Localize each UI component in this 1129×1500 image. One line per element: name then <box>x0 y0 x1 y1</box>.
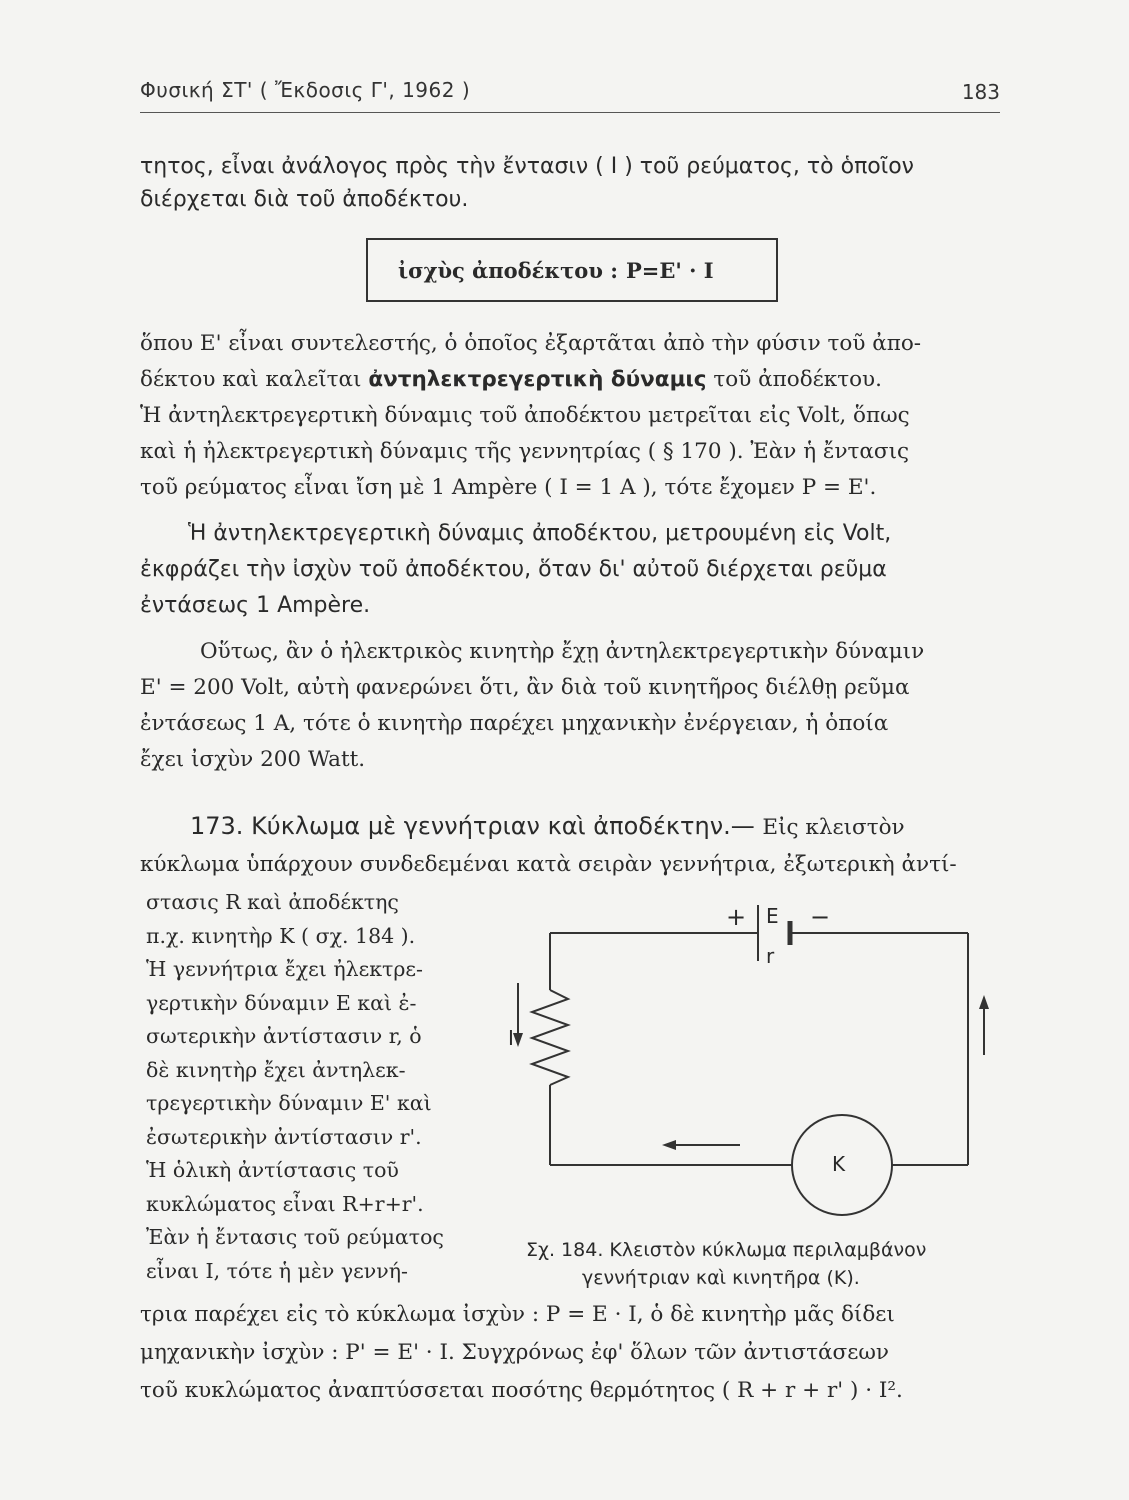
paragraph-4 <box>140 634 1000 778</box>
text-line: σωτερικὴν ἀντίστασιν r, ὁ <box>146 1024 422 1048</box>
closing-paragraph <box>140 1296 1000 1410</box>
text-line: π.χ. κινητὴρ K ( σχ. 184 ). <box>146 923 416 948</box>
text-line: διέρχεται διὰ τοῦ ἀποδέκτου. <box>140 187 469 212</box>
text-line: Ἡ ἀντηλεκτρεγερτικὴ δύναμις τοῦ ἀποδέκτου μετρεῖται εἰς Volt, ὅπως <box>140 403 910 428</box>
section-title: 173. Κύκλωμα μὲ γεννήτριαν καὶ ἀποδέκτην.— <box>190 812 755 840</box>
text-line: δὲ κινητὴρ ἔχει ἀντηλεκ- <box>146 1057 406 1082</box>
minus-sign: − <box>810 903 831 931</box>
text-line: ὅπου E' εἶναι συντελεστής, ὁ ὁποῖος ἐξαρτᾶται ἀπὸ τὴν φύσιν τοῦ ἀπο- <box>140 331 922 356</box>
text-line: ἐκφράζει τὴν ἰσχὺν τοῦ ἀποδέκτου, ὅταν δι' αὐτοῦ διέρχεται ρεῦμα <box>140 557 887 582</box>
text-line: Ἐὰν ἡ ἔντασις τοῦ ρεύματος <box>146 1225 444 1249</box>
paragraph-1 <box>140 150 1000 216</box>
text-line: E' = 200 Volt, αὐτὴ φανερώνει ὅτι, ἂν διὰ τοῦ κινητῆρος διέλθῃ ρεῦμα <box>140 675 910 700</box>
arrow-down-icon <box>513 1033 523 1047</box>
paragraph-3-emphasis <box>140 516 1000 624</box>
side-column <box>146 886 486 1288</box>
text-line: εἶναι I, τότε ἡ μὲν γεννή- <box>146 1258 408 1283</box>
formula-box <box>366 238 778 302</box>
text-line: μηχανικὴν ἰσχὺν : P' = E' · I. Συγχρόνως ἐφ' ὅλων τῶν ἀντιστάσεων <box>140 1340 889 1365</box>
formula-label: ἰσχὺς ἀποδέκτου : <box>398 258 618 283</box>
text-span: Εἰς κλειστὸν <box>762 815 905 840</box>
label-K: K <box>832 1152 846 1176</box>
text-line: ἔχει ἰσχὺν 200 Watt. <box>140 747 366 772</box>
text-line: γερτικὴν δύναμιν E καὶ ἐ- <box>146 990 417 1015</box>
figure-caption <box>526 1236 996 1292</box>
formula-equation: P=E' · I <box>626 258 714 283</box>
circuit-diagram <box>490 895 1000 1225</box>
text-span: τοῦ ἀποδέκτου. <box>713 367 882 392</box>
text-span: δέκτου καὶ καλεῖται <box>140 367 362 392</box>
text-line: στασις R καὶ ἀποδέκτης <box>146 890 399 914</box>
text-line: ἐντάσεως 1 Ampère. <box>140 593 371 618</box>
label-I: I <box>508 1026 514 1050</box>
text-line: Ἡ ὁλικὴ ἀντίστασις τοῦ <box>146 1158 399 1182</box>
text-line: τητος, εἶναι ἀνάλογος πρὸς τὴν ἔντασιν ( I ) τοῦ ρεύματος, τὸ ὁποῖον <box>140 154 914 179</box>
text-line: τοῦ ρεύματος εἶναι ἴση μὲ 1 Ampère ( I = 1 A ), τότε ἔχομεν P = E'. <box>140 475 877 500</box>
text-line: τοῦ κυκλώματος ἀναπτύσσεται ποσότης θερμότητος ( R + r + r' ) · I². <box>140 1378 903 1403</box>
running-title: Φυσική ΣΤ' ( Ἔκδοσις Γ', 1962 ) <box>140 78 471 102</box>
caption-line: Σχ. 184. Κλειστὸν κύκλωμα περιλαμβάνον <box>526 1239 927 1261</box>
plus-sign: + <box>726 903 747 931</box>
text-line: τρεγερτικὴν δύναμιν E' καὶ <box>146 1091 432 1115</box>
resistor-zigzag <box>532 990 568 1085</box>
text-line: ἐσωτερικὴν ἀντίστασιν r'. <box>146 1124 422 1149</box>
caption-line: γεννήτριαν καὶ κινητῆρα (K). <box>582 1267 860 1289</box>
text-line: κυκλώματος εἶναι R+r+r'. <box>146 1191 424 1216</box>
page-header <box>140 72 1000 113</box>
text-line: τρια παρέχει εἰς τὸ κύκλωμα ἰσχὺν : P = E · I, ὁ δὲ κινητὴρ μᾶς δίδει <box>140 1302 895 1327</box>
arrow-left-icon <box>662 1140 676 1150</box>
paragraph-2 <box>140 326 1000 506</box>
text-line: κύκλωμα ὑπάρχουν συνδεδεμέναι κατὰ σειρὰν γεννήτρια, ἐξωτερικὴ ἀντί- <box>140 852 957 877</box>
text-line: ἐντάσεως 1 A, τότε ὁ κινητὴρ παρέχει μηχανικὴν ἐνέργειαν, ἡ ὁποία <box>140 711 889 736</box>
text-line <box>140 362 1000 398</box>
label-E: E <box>766 904 779 928</box>
label-r: r <box>766 944 775 968</box>
text-line: Ἡ γεννήτρια ἔχει ἠλεκτρε- <box>146 957 423 981</box>
section-173-heading <box>190 812 905 840</box>
text-line: Οὕτως, ἂν ὁ ἠλεκτρικὸς κινητὴρ ἔχῃ ἀντηλεκτρεγερτικὴν δύναμιν <box>200 639 925 664</box>
page-number: 183 <box>961 80 1000 104</box>
text-line: Ἡ ἀντηλεκτρεγερτικὴ δύναμις ἀποδέκτου, μετρουμένη εἰς Volt, <box>188 521 892 546</box>
arrow-up-icon <box>979 995 989 1009</box>
term-bold: ἀντηλεκτρεγερτικὴ δύναμις <box>368 367 707 392</box>
text-line: καὶ ἡ ἠλεκτρεγερτικὴ δύναμις τῆς γεννητρίας ( § 170 ). Ἐὰν ἡ ἔντασις <box>140 439 910 464</box>
